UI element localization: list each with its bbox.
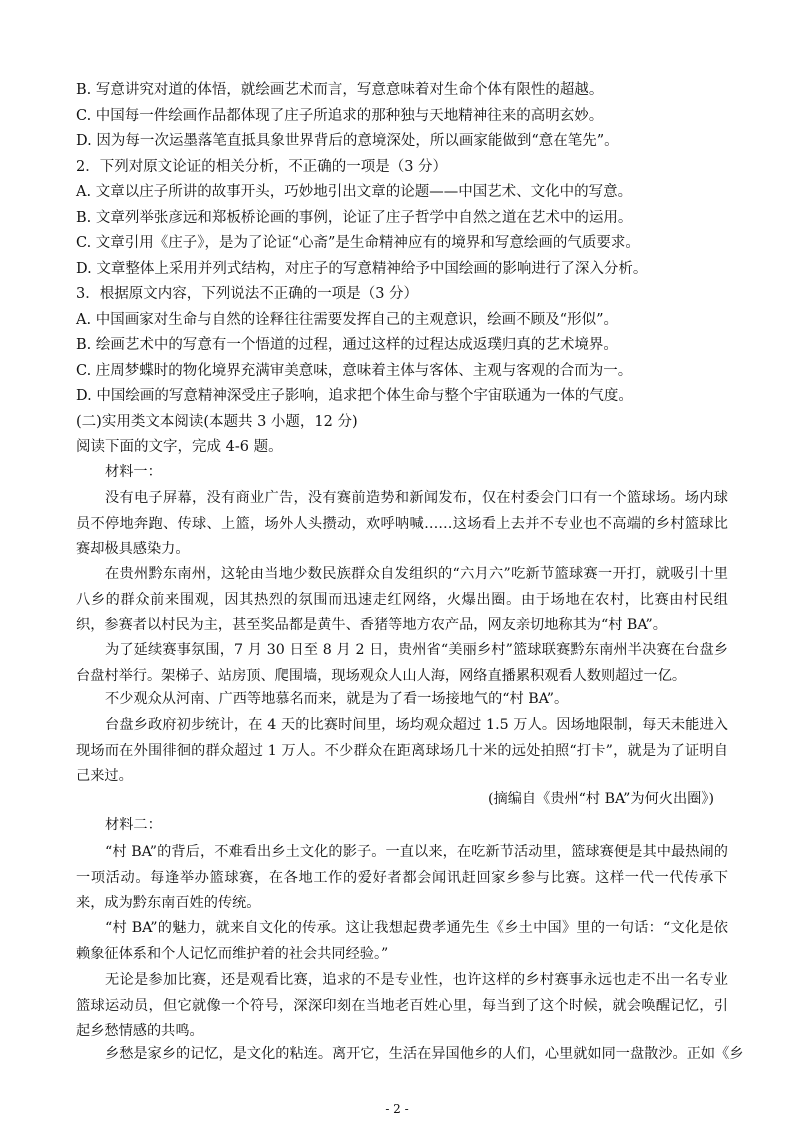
material1-paragraph-5: 台盘乡政府初步统计，在 4 天的比赛时间里，场均观众超过 1.5 万人。因场地限制，每天未能进入现场而在外围徘徊的群众超过 1 万人。不少群众在距离球场几十米的远处拍照“打卡”，就是为了证明自己来过。 [76, 717, 728, 784]
material1-paragraph-1: 没有电子屏幕，没有商业广告，没有赛前造势和新闻发布，仅在村委会门口有一个篮球场。场内球员不停地奔跑、传球、上篮，场外人头攒动，欢呼呐喊……这场看上去并不专业也不高端的乡村篮球比赛却极具感染力。 [76, 490, 728, 557]
q2-stem: 2．下列对原文论证的相关分析，不正确的一项是（3 分） [76, 159, 448, 175]
material1-paragraph-3: 为了延续赛事氛围，7 月 30 日至 8 月 2 日，贵州省“美丽乡村”篮球联赛黔东南州半决赛在台盘乡台盘村举行。架梯子、站房顶、爬围墙，现场观众人山人海，网络直播累积观看人数则超过一亿。 [76, 642, 728, 684]
q3-option-c: C. 庄周梦蝶时的物化境界充满审美意味，意味着主体与客体、主观与客观的合而为一。 [76, 363, 633, 379]
page-number: - 2 - [385, 1102, 409, 1116]
q2-option-c: C. 文章引用《庄子》，是为了论证“心斋”是生命精神应有的境界和写意绘画的气质要求。 [76, 235, 640, 251]
section2-heading: (二)实用类文本阅读(本题共 3 小题，12 分) [76, 414, 358, 430]
q1-option-b: B. 写意讲究对道的体悟，就绘画艺术而言，写意意味着对生命个体有限性的超越。 [76, 82, 604, 98]
material2-label: 材料二： [105, 817, 162, 833]
material2-paragraph-1: “村 BA”的背后，不难看出乡土文化的影子。一直以来，在吃新节活动里，篮球赛便是其中最热闹的一项活动。每逢举办篮球赛，在各地工作的爱好者都会闻讯赶回家乡参与比赛。这样一代一代传承下来，成为黔东南百姓的传统。 [76, 844, 728, 911]
material1-label: 材料一： [105, 464, 162, 480]
material1-source: (摘编自《贵州“村 BA”为何火出圈》) [487, 791, 714, 807]
q3-option-a: A. 中国画家对生命与自然的诠释往往需要发挥自己的主观意识，绘画不顾及“形似”。 [76, 312, 619, 328]
q2-option-d: D. 文章整体上采用并列式结构，对庄子的写意精神给予中国绘画的影响进行了深入分析。 [76, 261, 648, 277]
q3-option-d: D. 中国绘画的写意精神深受庄子影响，追求把个体生命与整个宇宙联通为一体的气度。 [76, 388, 633, 404]
material1-paragraph-4: 不少观众从河南、广西等地慕名而来，就是为了看一场接地气的“村 BA”。 [105, 691, 569, 707]
q2-option-a: A. 文章以庄子所讲的故事开头，巧妙地引出文章的论题——中国艺术、文化中的写意。 [76, 184, 633, 200]
material2-paragraph-3: 无论是参加比赛，还是观看比赛，追求的不是专业性，也许这样的乡村赛事永远也走不出一名专业篮球运动员，但它就像一个符号，深深印刻在当地老百姓心里，每当到了这个时候，就会唤醒记忆，引起乡愁情感的共鸣。 [76, 972, 728, 1039]
q1-option-d: D. 因为每一次运墨落笔直抵具象世界背后的意境深处，所以画家能做到“意在笔先”。 [76, 133, 619, 149]
q3-option-b: B. 绘画艺术中的写意有一个悟道的过程，通过这样的过程达成返璞归真的艺术境界。 [76, 337, 618, 353]
material2-paragraph-4: 乡愁是家乡的记忆，是文化的粘连。离开它，生活在异国他乡的人们，心里就如同一盘散沙。正如《乡 [105, 1046, 744, 1062]
q1-option-c: C. 中国每一件绘画作品都体现了庄子所追求的那种独与天地精神往来的高明玄妙。 [76, 108, 604, 124]
material1-paragraph-2: 在贵州黔东南州，这轮由当地少数民族群众自发组织的“六月六”吃新节篮球赛一开打，就吸引十里八乡的群众前来围观，因其热烈的氛围而迅速走红网络，火爆出圈。由于场地在农村，比赛由村民组织，参赛者以村民为主，甚至奖品都是黄牛、香猪等地方农产品，网友亲切地称其为“村 BA”。 [76, 566, 728, 633]
section2-instruction: 阅读下面的文字，完成 4-6 题。 [76, 439, 283, 455]
material2-paragraph-2: “村 BA”的魅力，就来自文化的传承。这让我想起费孝通先生《乡土中国》里的一句话：“文化是依赖象征体系和个人记忆而维护着的社会共同经验。” [76, 920, 728, 962]
q3-stem: 3．根据原文内容，下列说法不正确的一项是（3 分） [76, 286, 419, 302]
q2-option-b: B. 文章列举张彦远和郑板桥论画的事例，论证了庄子哲学中自然之道在艺术中的运用。 [76, 210, 633, 226]
